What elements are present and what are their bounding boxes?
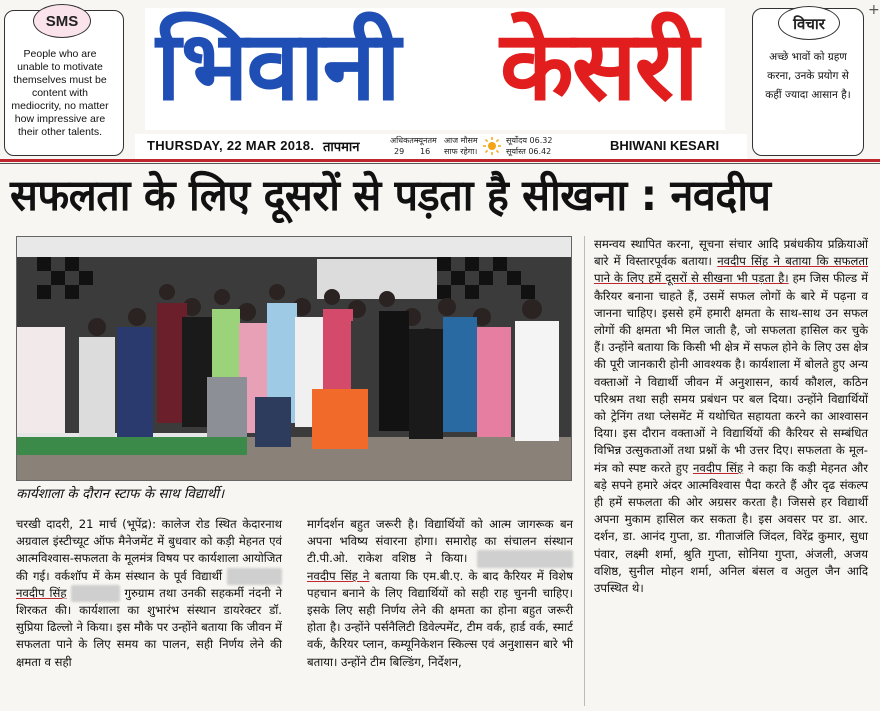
sms-quote: People who are unable to motivate themselves must be content with mediocrity, no matter how impressive are their other talents. xyxy=(11,48,109,138)
right-text-highlight: नवदीप सिंह ने बताया कि सफलता पाने के लिए हमें दूसरों से सीखना भी पड़ता है। xyxy=(594,254,868,286)
right-name-navdeep: नवदीप सिंह xyxy=(692,460,744,475)
article-headline: सफलता के लिए दूसरों से पड़ता है सीखना : नवदीप xyxy=(10,171,771,221)
crosshair-icon: + xyxy=(868,2,880,18)
article-column-right xyxy=(594,236,868,597)
redacted-block xyxy=(227,568,282,585)
left-text-1: चरखी दादरी, 21 मार्च (भूपेंद्र): कालेज रोड स्थित केदारनाथ अग्रवाल इंस्टीच्यूट ऑफ मैनेजमेंट में बुधवार को कड़ी मेहनत एवं आत्मविश्वास-सफलता के मूलमंत्र विषय पर कार्यशाला आयोजित की गई। वर्कशॉप में केम संस्थान के पूर्व विद्यार्थी xyxy=(16,517,282,583)
mid-text-2: बताया कि एम.बी.ए. के बाद कैरियर में विशेष पहचान बनाने के लिए विद्यार्थियों को सही राह चुननी चाहिए। इसके लिए सही निर्णय लेने की क्षमता का होना बहुत जरूरी होता है। उन्होंने पर्सनैलिटी डिवेल्पमेंट, टीम वर्क, हार्ड वर्क, स्मार्ट वर्क, कैरियर प्लान, कम्यूनिकेशन स्किल्स एवं अनुशासन बारे भी बताया। उन्होंने टीम बिल्डिंग, निर्देशन, xyxy=(307,568,573,669)
column-divider xyxy=(584,236,585,706)
sunset-time: सूर्यास्त 06.42 xyxy=(506,147,552,156)
vichar-quote: अच्छे भावों को ग्रहण करना, उनके प्रयोग से कहीं ज्यादा आसान है। xyxy=(765,51,851,101)
mid-text-1: मार्गदर्शन बहुत जरूरी है। विद्यार्थियों को आत्म जागरूक बन अपना भविष्य संवारना होगा। समारोह का संचालन संस्थान टी.पी.ओ. राकेश वशिष्ठ ने किया। xyxy=(307,517,573,566)
header-rule-red xyxy=(0,159,880,162)
issue-date: THURSDAY, 22 MAR 2018. xyxy=(147,138,315,153)
left-text-2: गुरुग्राम तथा उनकी सहकर्मी नंदनी ने शिरकत की। कार्यशाला का शुभारंभ संस्थान डायरेक्टर डॉ. सुप्रिया ढिल्लो ने किया। इस मौके पर उन्होंने बताया कि जीवन में सफलता पाने के लिए समय का पालन, सही निर्णय लेने की क्षमता व सही xyxy=(16,585,283,669)
max-temp-label: अधिकतम xyxy=(390,136,419,145)
vichar-badge: विचार xyxy=(778,6,840,40)
mid-name-navdeep: नवदीप सिंह ने xyxy=(307,568,370,583)
temperature-label: तापमान xyxy=(323,140,360,155)
max-temp-value: 29 xyxy=(394,147,405,156)
sunrise-time: सूर्योदय 06.32 xyxy=(506,136,553,145)
right-text-2: हम जिस फील्ड में कैरियर बनाना चाहते हैं, उसमें सफल लोगों के बारे में पढ़ना व जानना चाहिए। इससे हमें हमारी क्षमता के साथ-साथ उन सफल लोगों की क्षमता भी मिल जाती है, जो सफलता हासिल कर चुके हैं। उन्होंने बताया कि किसी भी क्षेत्र में सफल होने के लिए उस क्षेत्र की पूरी जानकारी होनी आवश्यक है। कार्यशाला में बोलते हुए अन्य वक्ताओं ने विद्यार्थी जीवन में अनुशासन, कार्य कौशल, कठिन परिश्रम तथा सही समय प्रबंधन पर बल दिया। उन्होंने विद्यार्थियों को ट्रेनिंग तथा प्लेसमेंट में यथोचित सहायता करने का आश्वासन दिया। इस दौरान वक्ताओं ने विद्यार्थियों की कैरियर से सम्बंधित विभिन्न उत्सुकताओं तथा प्रश्नों के भी उत्तर दिए। सफलता के मूल-मंत्र को स्पष्ट करते हुए xyxy=(594,271,868,475)
article-column-middle xyxy=(307,516,573,671)
forecast-line-2: साफ रहेगा। xyxy=(444,147,478,156)
edition-name: BHIWANI KESARI xyxy=(610,138,720,153)
min-temp-label: न्यूनतम xyxy=(416,136,437,145)
masthead-title-bhiwani: भिवानी xyxy=(156,10,399,122)
sms-badge: SMS xyxy=(33,4,91,38)
right-text-3: ने कहा कि कड़ी मेहनत और बड़े सपने हमारे अंदर आत्मविश्वास पैदा करते हैं और दृढ संकल्प ही हमें सफलता की ओर अग्रसर करता है। जिससे हर विद्यार्थी अपना मुकाम हासिल कर सकता है। इस अवसर पर डा. आर. दर्शन, डा. आनंद गुप्ता, डा. गीताजंलि जिंदल, विरेंद्र कुमार, सुधा पंवार, लक्ष्मी शर्मा, श्रुति गुप्ता, सोनिया गुप्ता, अंजली, अजय वशिष्ठ, सुनील मोहन शर्मा, अनिल बंसल व अतुल जैन आदि उपस्थित थे। xyxy=(594,460,869,596)
left-name-navdeep: नवदीप सिंह xyxy=(16,585,67,600)
article-column-left xyxy=(16,516,282,671)
right-text-1: समन्वय स्थापित करना, सूचना संचार आदि प्रबंधकीय प्रक्रियाओं बारे में विस्तारपूर्वक बताया। xyxy=(594,237,868,269)
group-photo xyxy=(16,236,572,481)
photo-caption: कार्यशाला के दौरान स्टाफ के साथ विद्यार्थी। xyxy=(16,486,225,502)
header-rule-thin xyxy=(0,163,880,164)
sun-icon xyxy=(483,137,501,155)
min-temp-value: 16 xyxy=(420,147,431,156)
redacted-block xyxy=(71,585,119,602)
redacted-block xyxy=(477,550,573,567)
group-photo-illustration xyxy=(17,237,572,481)
forecast-line-1: आज मौसम xyxy=(444,136,478,145)
masthead-title-kesari: केसरी xyxy=(500,10,697,122)
